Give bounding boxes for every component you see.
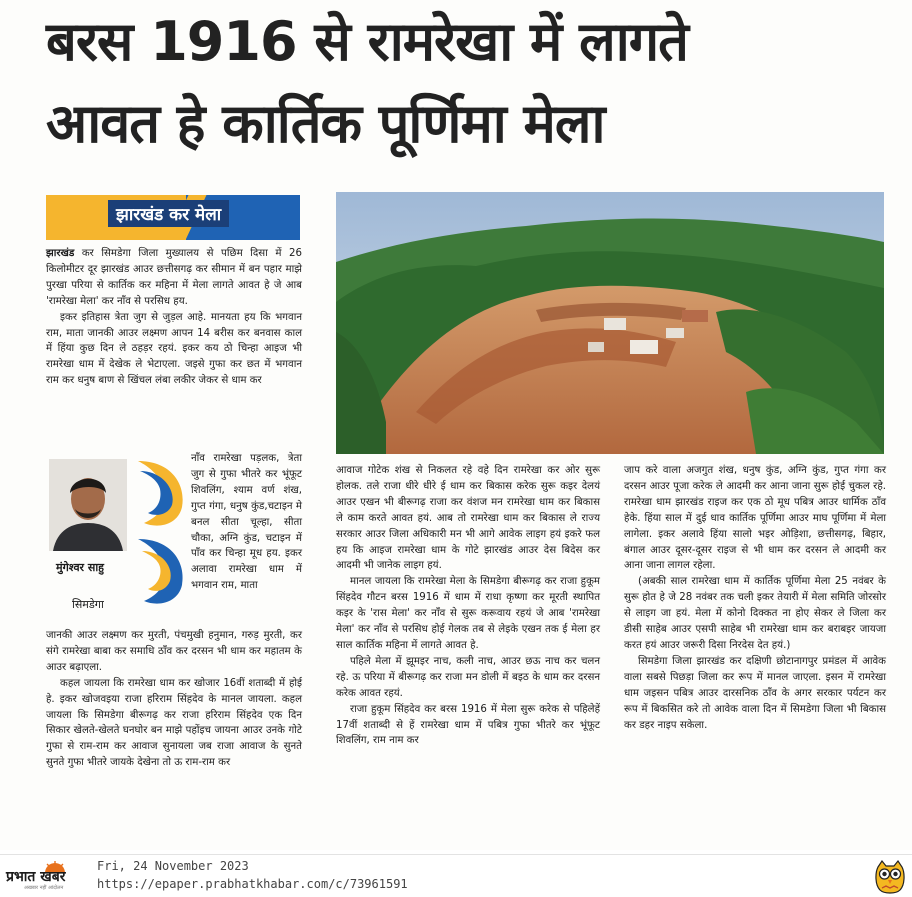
article-paragraph: कहल जायला कि रामरेखा धाम कर खोजार 16वीं शताब्दी में होई हे. इकर खोजवइया राजा हरिराम सिंहदेव के मानल जायला. कहल जायला कि सिमडेगा बीरूगढ़ कर राजा हरिराम सिंहदेव एक दिन सिकार खेलते-खेलते घनघोर बन माझे पहोंइच जायना आउर उनके गोटे गुफा से राम-राम कर आवाज सुनायला जब राजा आवाज के सुनते सुनते गुफा भीतरे जायके देखेना तो ऊ राम-राम कर: [46, 677, 302, 769]
article-paragraph: नाँव रामरेखा पड़लक, त्रेता जुग से गुफा भीतरे कर भूंफूट शिवलिंग, श्याम वर्ण शंख, गुप्त गंगा, धनुष कुंड,चटाइन मे बनल सीता चूल्हा, सीता चौका, अग्नि कुंड, चटाइन में पाँव कर चिन्हा मूध हय. इकर अलावा रामरेखा धाम में भगवान राम, माता: [191, 453, 302, 592]
article-column-1-top: [46, 246, 302, 389]
article-column-3: [624, 463, 886, 733]
decorative-lotus-graphic: [132, 459, 188, 619]
aerial-photo-illustration: [336, 192, 884, 454]
brand-tagline: अखबार नहीं आंदोलन: [24, 885, 64, 891]
article-paragraph: जाप करे वाला अजगुत शंख, धनुष कुंड, अग्नि कुंड, गुप्त गंगा कर दरसन आउर पूजा करेक ले आदमी कर आना जाना सुरू होई चुकल रहे. रामरेखा धाम झारखंड राइज कर एक ठो मूध पबित्र आउर धार्मिक ठाँव हेके. हिंया साल में दुई धाव कार्तिक पूर्णिमा आउर माघ पूर्णिमा में मेला लागेला. इकर अलावे हिंया सालो भइर ओड़िशा, छत्तीसगढ़, बिहार, बंगाल आउर दूसर-दूसर राइज से भी धाम कर दरसन ले आदमी कर आना जाना लागल रहेला.: [624, 465, 886, 572]
headline-line-2: आवत हे कार्तिक पूर्णिमा मेला: [46, 92, 605, 155]
article-paragraph: इकर इतिहास त्रेता जुग से जुड़ल आहे. मानयता हय कि भगवान राम, माता जानकी आउर लक्ष्मण आपन 14 बरीस कर बनवास काल में हिंया कुछ दिन ले ठहड़र रहयं. इकर कय ठो चिन्हा आइज भी रामरेखा धाम में देखेक ले भेटाएला. जइसे गुफा कर छत में भगवान राम कर धनुष बाण से खिंचल लंबा लकीर जेकर से धाम कर: [46, 311, 302, 387]
dateline: झारखंड: [46, 248, 75, 259]
article-paragraph: सिमडेगा जिला झारखंड कर दक्षिणी छोटानागपुर प्रमंडल में आवेक वाला सबसे पिछड़ा जिला कर रूप में मानल जाएला. इसन में रामरेखा धाम जइसन पबित्र आउर दारसनिक ठाँव के अगर सरकार पर्यटन कर रूप में बिकसित करे तो आवेक वाला दिन में सिमडेगा जिला भी बिकास कर डहर नाइप सकेला.: [624, 655, 886, 731]
article-paragraph: आवाज गोटेक शंख से निकलत रहे वहे दिन रामरेखा कर ओर सुरू होलक. तले राजा धीरे धीरे ई धाम कर बिकास करेक सुरू कइर देलयं आउर एखन भी बीरूगढ़ राजा कर वंशज मन रामरेखा धाम कर बिकास ले काम करते आवत हयं. आब तो रामरेखा धाम कर बिकास ले राज्य सरकार आउर जिला अधिकारी मन भी आगे आवेक लाइग हयं इकरे फल हय कि आइज रामरेखा धाम के गोटे झारखंड आउर देस बिदेस कर आदमी भी जानेक लाइग हयं.: [336, 465, 600, 572]
article-paragraph: राजा हुकूम सिंहदेव कर बरस 1916 में मेला सुरू करेक से पहिलेहें 17वीं शताब्दी से हें रामरेखा धाम में पबित्र गुफा भीतरे कर भूंफूट शिवलिंग, राम नाम कर: [336, 703, 600, 747]
brand-name: प्रभात खबर: [6, 869, 66, 885]
article-column-1-wrap: [191, 451, 302, 594]
author-photo: [49, 459, 127, 551]
article-column-2: [336, 463, 600, 749]
article-paragraph: पहिले मेला में झूमइर नाच, कली नाच, आउर छऊ नाच कर चलन रहे. ऊ परिया में बीरूगढ़ कर राजा मन डोली में बइठ के धाम कर दरसन करेक आवत रहयं.: [336, 655, 600, 699]
author-name: मुंगेश्वर साहु: [56, 561, 105, 574]
article-paragraph: [46, 246, 302, 310]
edition-date: Fri, 24 November 2023: [97, 859, 249, 873]
epaper-url[interactable]: https://epaper.prabhatkhabar.com/c/73961591: [97, 877, 408, 891]
ramrekha-hill-aerial-photo: [336, 192, 884, 454]
headline-line-1: बरस 1916 से रामरेखा में लागते: [46, 10, 688, 73]
owl-mascot-icon[interactable]: [872, 859, 908, 895]
article-paragraph: मानल जायला कि रामरेखा मेला के सिमडेगा बीरूगढ़ कर राजा हुकूम सिंहदेव गौटन बरस 1916 में धाम में राधा कृष्णा कर मूरती स्थापित कइर के 'रास मेला' कर नाँव से सुरू करूवाय रहयं जे आब 'रामरेखा मेला' कर नाँव से परसिध होई गेलक तब से लेइके एखन तक ई मेला हर साल कार्तिक महिना में लागते आवत हे.: [336, 576, 600, 651]
author-portrait-illustration: [49, 459, 127, 551]
epaper-footer: [0, 854, 912, 897]
author-location: सिमडेगा: [72, 598, 104, 611]
article-column-1-bottom: [46, 628, 302, 771]
article-paragraph: जानकी आउर लक्ष्मण कर मुरती, पंचमुखी हनुमान, गरुड़ मुरती, कर संगे रामरेखा बाबा कर समाधि ठाँव कर दरसन भी धाम कर महातम के आउर बढ़ाएला.: [46, 630, 302, 673]
article-paragraph: (अबकी साल रामरेखा धाम में कार्तिक पूर्णिमा मेला 25 नवंबर के सुरू होत हे जे 28 नवंबर तक चली इकर तेयारी में मेला समिति जोरसोर से लाइग जा हयं. मेला में कोनो दिक्कत ना होए सेकर ले जिला कर डीसी साहेब आउर एसपी साहेब भी रामरेखा धाम कर बराबइर जायजा करत हयं आउर जरूरी दिसा निरदेस देत हयं.): [624, 576, 886, 651]
prabhat-khabar-logo[interactable]: [6, 861, 92, 891]
section-badge: [46, 195, 300, 240]
paragraph-text: कर सिमडेगा जिला मुख्यालय से पछिम दिसा में 26 किलोमीटर दूर झारखंड आउर छत्तीसगढ़ कर सीमान में बन पहार माझे पुरखा परिया से कार्तिक कर महिना में मेला लागते आवत हे जे आब 'रामरेखा मेला' कर नाँव से परसिध हय.: [46, 248, 302, 307]
section-badge-label: झारखंड कर मेला: [108, 200, 229, 227]
